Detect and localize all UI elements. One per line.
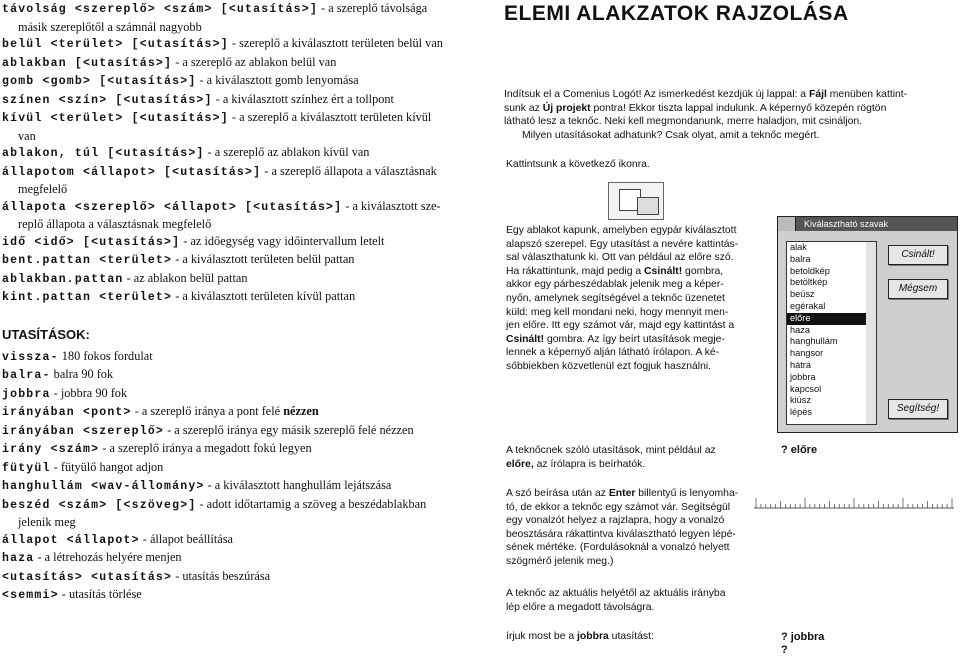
word-list-item[interactable]: hangsor — [790, 348, 824, 359]
paragraph-text: nyőn, amelynek segítségével a teknőc üzenetet — [506, 292, 725, 304]
command-description: - a szereplő állapota a választásnak — [261, 163, 437, 178]
command-keyword: hanghullám <wav-állomány> — [2, 480, 205, 493]
dialog-paragraph — [506, 224, 772, 374]
word-list-item[interactable]: balra — [790, 253, 811, 264]
word-dialog — [777, 216, 958, 433]
word-list-item[interactable]: előre — [787, 313, 867, 325]
word-list-icon[interactable] — [608, 182, 664, 220]
command-description: - az ablakon belül pattan — [123, 270, 248, 285]
command-line — [2, 531, 454, 550]
command-keyword: kint.pattan <terület> — [2, 291, 173, 304]
word-list-item[interactable]: betoldkép — [790, 265, 830, 276]
jobbra-paragraph: írjuk most be a jobbra utasítást: — [506, 631, 654, 642]
command-line — [2, 72, 454, 91]
paragraph-text: akkor egy párbeszédablak jelenik meg a képer- — [506, 279, 724, 291]
command-keyword: kívül <terület> [<utasítás>] — [2, 112, 229, 125]
left-column — [2, 0, 454, 605]
move-paragraph: A teknőc az aktuális helyétől az aktuális irányba lép előre a megadott távolságra. — [506, 588, 726, 613]
command-line — [2, 270, 454, 289]
command-keyword: irány <szám> — [2, 443, 100, 456]
command-keyword: fütyül — [2, 461, 51, 475]
right-column — [504, 0, 960, 26]
paragraph-text: alapszó szerepel. Egy utasítást a nevére kattintás- — [506, 238, 739, 250]
command-keyword: ablakban.pattan — [2, 272, 124, 286]
word-list-item[interactable]: jobbra — [790, 371, 816, 382]
word-list-item[interactable]: beúsz — [790, 289, 815, 300]
command-description: - a létrehozás helyére menjen — [34, 550, 182, 564]
paragraph-text: gombra. Az így beírt utasítások megje- — [544, 333, 725, 345]
command-keyword: állapota <szereplő> <állapot> [<utasítás>] — [2, 200, 343, 214]
command-line — [2, 549, 454, 568]
page-title: ELEMI ALAKZATOK RAJZOLÁSA — [504, 2, 849, 25]
paragraph-text: sének mértéke. (Fordulásoknál a vonalzó helyett — [506, 542, 730, 554]
word-list-item[interactable]: hátra — [790, 359, 811, 370]
word-list-item[interactable]: haza — [790, 324, 810, 335]
command-line — [2, 422, 454, 441]
command-line — [2, 91, 454, 110]
command-keyword: ablakon, túl [<utasítás>] — [2, 147, 205, 160]
paragraph-text: Ha rákattintunk, majd pedig a — [506, 265, 645, 277]
click-icon-text: Kattintsunk a következő ikonra. — [506, 159, 650, 170]
megsem-button[interactable]: Mégsem — [888, 279, 948, 299]
command-line — [2, 35, 454, 54]
command-keyword: balra- — [2, 369, 51, 382]
command-keyword: beszéd <szám> [<szöveg>] — [2, 498, 197, 512]
paragraph-text: A szó beírása után az — [506, 488, 609, 499]
command-line — [2, 496, 454, 531]
command-keyword: állapot <állapot> — [2, 533, 140, 547]
command-keyword: vissza- — [2, 350, 59, 364]
command-description: 180 fokos fordulat — [58, 348, 153, 363]
command-keyword: jobbra — [2, 387, 51, 401]
command-description: - a kiválasztott területen belül pattan — [172, 252, 355, 266]
command-description: - a szereplő a kiválasztott területen kívül — [228, 110, 432, 124]
paragraph-text: tó, de ekkor a teknőc egy számot vár. Segítségül — [506, 501, 731, 513]
intro-paragraph: Indítsuk el a Comenius Logót! Az ismerkedést kezdjük új lappal: a Fájl menüben kattint- sunk az Új projekt pontra! Ekkor tiszta lappal indulunk. A képernyő közepén rögtön látható lesz a teknőc. Neki kell megmondanunk, merre haladjon, mit csináljon. Milyen utasításokat adhatunk? Csak olyat, amit a teknőc megért. — [504, 89, 908, 141]
command-continuation: megfelelő — [18, 182, 68, 196]
command-continuation: replő állapota a választásnak megfelelő — [18, 217, 212, 231]
command-description: - a szereplő távolsága — [317, 1, 428, 15]
command-continuation: másik szereplőtől a számnál nagyobb — [18, 19, 202, 34]
instruction-list — [2, 348, 454, 605]
command-keyword: állapotom <állapot> [<utasítás>] — [2, 165, 262, 179]
command-description: - fütyülő hangot adjon — [50, 459, 164, 474]
command-description: - adott időtartamig a szöveg a beszédablakban — [196, 496, 427, 511]
list-icon — [637, 197, 659, 215]
command-keyword: bent.pattan <terület> — [2, 254, 173, 267]
word-listbox[interactable] — [786, 241, 868, 425]
teknoc-paragraph: A teknőcnek szóló utasítások, mint például az előre, az írólapra is beírhatók. — [506, 445, 716, 470]
command-line — [2, 459, 454, 478]
command-line — [2, 288, 454, 307]
command-line — [2, 568, 454, 587]
command-keyword: <semmi> — [2, 589, 59, 602]
paragraph-text: Egy ablakot kapunk, amelyben egypár kiválasztott — [506, 225, 737, 236]
paragraph-text: sal választhatunk ki. Ott van például az előre szó. — [506, 252, 734, 264]
paragraph-text: lennek a képernyő alján látható írólapon. A ké- — [506, 347, 720, 359]
command-keyword: idő <idő> [<utasítás>] — [2, 235, 181, 249]
enter-paragraph — [506, 487, 768, 569]
dialog-title: Kiválasztható szavak — [796, 217, 957, 231]
word-list-item[interactable]: egérakal — [790, 300, 826, 311]
command-keyword: irányában <pont> — [2, 406, 132, 419]
command-line — [2, 54, 454, 73]
system-menu-icon[interactable] — [778, 217, 796, 231]
csinalt-reference: Csinált! — [644, 265, 683, 277]
help-button[interactable]: Segítség! — [888, 399, 948, 419]
word-list-item[interactable]: betöltkép — [790, 277, 828, 288]
command-description: - a szereplő iránya egy másik szereplő felé nézzen — [164, 422, 414, 437]
command-line — [2, 251, 454, 270]
command-line — [2, 348, 454, 367]
paragraph-text: sőbbiekben közvetlenül ezt fogjuk használni. — [506, 360, 712, 372]
csinalt-button[interactable]: Csinált! — [888, 245, 948, 265]
command-line — [2, 233, 454, 252]
paragraph-text: szögmérő jelenik meg.) — [506, 555, 614, 567]
paragraph-text: gombra, — [682, 265, 724, 277]
command-line — [2, 477, 454, 496]
command-continuation: van — [18, 128, 36, 143]
command-description: - utasítás törlése — [58, 587, 142, 601]
word-list-item[interactable]: hanghullám — [790, 336, 838, 347]
command-keyword: irányában <szereplő> — [2, 424, 165, 438]
command-line — [2, 198, 454, 233]
command-description: - a szereplő iránya a pont felé — [131, 404, 284, 418]
command-description: - a szereplő iránya a megadott fokú legyen — [99, 441, 312, 455]
command-line — [2, 366, 454, 385]
command-keyword: gomb <gomb> [<utasítás>] — [2, 75, 197, 88]
command-line — [2, 403, 454, 422]
command-line — [2, 440, 454, 459]
section-title: UTASÍTÁSOK: — [2, 326, 90, 342]
command-line — [2, 144, 454, 163]
command-continuation: jelenik meg — [18, 515, 76, 529]
command-keyword: ablakban [<utasítás>] — [2, 56, 173, 70]
command-keyword: színen <szín> [<utasítás>] — [2, 93, 213, 107]
command-description: - a kiválasztott gomb lenyomása — [196, 73, 359, 87]
paragraph-text: billentyű is lenyomha- — [635, 488, 739, 499]
command-description: - a kiválasztott színhez ért a tollpont — [212, 91, 394, 106]
command-description: - a szereplő az ablakon belül van — [172, 54, 337, 69]
command-line — [2, 586, 454, 605]
command-keyword: belül <terület> [<utasítás>] — [2, 38, 229, 51]
word-list-item[interactable]: kapcsol — [790, 383, 822, 394]
command-keyword: haza — [2, 552, 35, 565]
command-keyword: <utasítás> <utasítás> — [2, 570, 173, 584]
command-line — [2, 109, 454, 144]
command-description: - a szereplő az ablakon kívül van — [204, 145, 370, 159]
command-emphasis: nézzen — [283, 404, 319, 418]
command-description: - szereplő a kiválasztott területen belül van — [228, 36, 443, 50]
paragraph-text: egy vonalzót helyez a rajzlapra, hogy a vonalzó — [506, 515, 725, 527]
paragraph-text: jen előre. Itt egy számot vár, majd egy kattintást a — [506, 320, 735, 332]
command-description: - a kiválasztott sze- — [342, 198, 441, 213]
paragraph-text: beosztására rákattintva kiválasztható legyen lépé- — [506, 528, 736, 540]
ruler-graphic — [754, 497, 954, 509]
csinalt-reference: Csinált! — [506, 333, 545, 345]
command-line — [2, 163, 454, 198]
condition-list — [2, 0, 454, 307]
answer-jobbra: ? jobbra ? — [781, 631, 825, 656]
paragraph-text: küld: meg kell mondani neki, hogy mennyit men- — [506, 306, 729, 318]
command-description: - a kiválasztott területen kívül pattan — [172, 289, 356, 303]
answer-elore: ? előre — [781, 444, 818, 456]
command-line — [2, 0, 454, 35]
command-description: balra 90 fok — [50, 367, 114, 381]
command-description: - jobbra 90 fok — [50, 385, 128, 400]
word-list-item[interactable]: lépés — [790, 407, 812, 418]
word-list-item[interactable]: kiúsz — [790, 395, 811, 406]
command-description: - állapot beállítása — [139, 531, 233, 546]
command-description: - az időegység vagy időintervallum letelt — [180, 233, 385, 248]
command-description: - utasítás beszúrása — [172, 568, 271, 583]
command-description: - a kiválasztott hanghullám lejátszása — [204, 478, 392, 492]
word-list-item[interactable]: alak — [790, 242, 807, 252]
command-line — [2, 385, 454, 404]
enter-key-reference: Enter — [608, 488, 636, 499]
listbox-scrollbar[interactable] — [866, 241, 877, 425]
command-keyword: távolság <szereplő> <szám> [<utasítás>] — [2, 3, 318, 16]
